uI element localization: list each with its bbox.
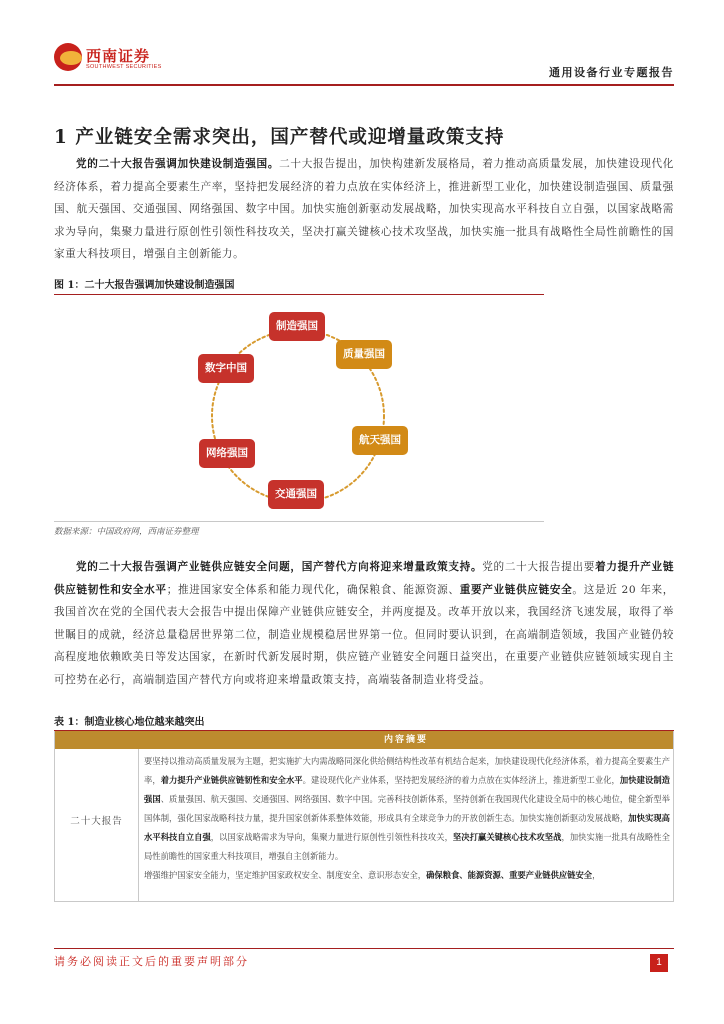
table-bold-1: 着力提升产业链供应链韧性和安全水平 xyxy=(160,775,303,785)
footer-notice: 请务必阅读正文后的重要声明部分 xyxy=(54,955,249,968)
paragraph-2-text-2: ；推进国家安全体系和能力现代化，确保粮食、能源资源、 xyxy=(166,583,460,596)
table-header-label: 内容摘要 xyxy=(383,735,428,745)
paragraph-1 xyxy=(54,153,674,266)
summary-table xyxy=(54,731,674,902)
paragraph-2-lead: 党的二十大报告强调产业链供应链安全问题，国产替代方向将迎来增量政策支持。 xyxy=(76,561,483,573)
table-row-label: 二十大报告 xyxy=(55,749,139,902)
figure-source: 数据来源：中国政府网，西南证券整理 xyxy=(54,527,199,537)
page-number: 1 xyxy=(650,954,668,972)
table-text-7: ， xyxy=(592,870,601,880)
node-digital: 数字中国 xyxy=(198,354,254,383)
table-text-4: ，以国家战略需求为导向，集聚力量进行原创性引领性科技攻关， xyxy=(210,832,453,842)
paragraph-2-bold-2: 着力提升产业链供应链韧性和安全水平 xyxy=(54,561,675,596)
paragraph-2 xyxy=(54,556,674,691)
table-text-3: 、质量强国、航天强国、交通强国、网络强国、数字中国。完善科技创新体系，坚持创新在我国现代化建设全局中的核心地位，健全新型举国体制，强化国家战略科技力量，提升国家创新体系整体效能，形成具有全球竞争力的开放创新生态。加快实施创新驱动发展战略， xyxy=(144,794,670,823)
figure-bottom-divider xyxy=(54,521,544,522)
table-text-5: ，加快实施一批具有战略性全局性前瞻性的国家重大科技项目，增强自主创新能力。 xyxy=(144,832,670,861)
node-manufacturing: 制造强国 xyxy=(269,312,325,341)
table-cell-content xyxy=(140,752,670,885)
logo-text-en: SOUTHWEST SECURITIES xyxy=(86,64,162,70)
table-bold-3: 加快实现高水平科技自立自强 xyxy=(144,813,670,842)
footer-divider xyxy=(54,948,674,949)
paragraph-2-text-3: 。这是近 20 年来，我国首次在党的全国代表大会报告中提出保障产业链供应链安全，并两度提及。改革开放以来，我国经济飞速发展，取得了举世瞩目的成就，经济总量稳居世界第二位，制造业规模稳居世界第一位。但同时要认识到，在高端制造领域，我国产业链仍较高程度地依赖欧美日等发达国家，在新时代新发展时期，供应链产业链安全问题日益突出，在重要产业链供应链领域实现自主可控势在必行，高端制造国产替代方向或将迎来增量政策支持，高端装备制造业将受益。 xyxy=(54,583,674,686)
paragraph-1-lead: 党的二十大报告强调加快建设制造强国。 xyxy=(76,158,280,170)
table-bold-4: 坚决打赢关键核心技术攻坚战 xyxy=(452,832,562,842)
paragraph-2-text-1: 党的二十大报告提出要 xyxy=(482,561,596,573)
table-text-6: 增强维护国家安全能力，坚定维护国家政权安全、制度安全、意识形态安全， xyxy=(144,870,427,880)
figure-caption: 图 1：二十大报告强调加快建设制造强国 xyxy=(54,280,235,291)
header-divider xyxy=(54,84,674,86)
company-logo xyxy=(54,43,164,77)
table-header-row xyxy=(55,731,673,749)
node-transport: 交通强国 xyxy=(268,480,324,509)
section-heading: 1 产业链安全需求突出，国产替代或迎增量政策支持 xyxy=(54,127,505,148)
cycle-diagram xyxy=(190,300,430,518)
report-title: 通用设备行业专题报告 xyxy=(549,66,674,79)
table-caption: 表 1：制造业核心地位越来越突出 xyxy=(54,717,205,728)
node-quality: 质量强国 xyxy=(336,340,392,369)
figure-top-divider xyxy=(54,294,544,295)
node-network: 网络强国 xyxy=(199,439,255,468)
table-bold-5: 确保粮食、能源资源、重要产业链供应链安全 xyxy=(426,870,593,880)
node-aerospace: 航天强国 xyxy=(352,426,408,455)
page-header xyxy=(0,0,724,90)
table-text-2: 。建设现代化产业体系，坚持把发展经济的着力点放在实体经济上，推进新型工业化， xyxy=(302,775,620,785)
table-bold-2: 加快建设制造强国 xyxy=(144,775,670,804)
logo-icon xyxy=(54,43,82,71)
logo-text-cn: 西南证券 xyxy=(86,47,151,65)
table-text-1: 要坚持以推动高质量发展为主题，把实施扩大内需战略同深化供给侧结构性改革有机结合起来，加快建设现代化经济体系，着力提高全要素生产率， xyxy=(144,756,670,785)
paragraph-1-body: 二十大报告提出，加快构建新发展格局，着力推动高质量发展，加快建设现代化经济体系，着力提高全要素生产率，坚持把发展经济的着力点放在实体经济上，推进新型工业化，加快建设制造强国、质量强国、航天强国、交通强国、网络强国、数字中国。加快实施创新驱动发展战略，加快实现高水平科技自立自强，以国家战略需求为导向，集聚力量进行原创性引领性科技攻关，坚决打赢关键核心技术攻坚战，加快实施一批具有战略性全局性前瞻性的国家重大科技项目，增强自主创新能力。 xyxy=(54,158,674,260)
paragraph-2-bold-3: 重要产业链供应链安全 xyxy=(459,583,573,596)
